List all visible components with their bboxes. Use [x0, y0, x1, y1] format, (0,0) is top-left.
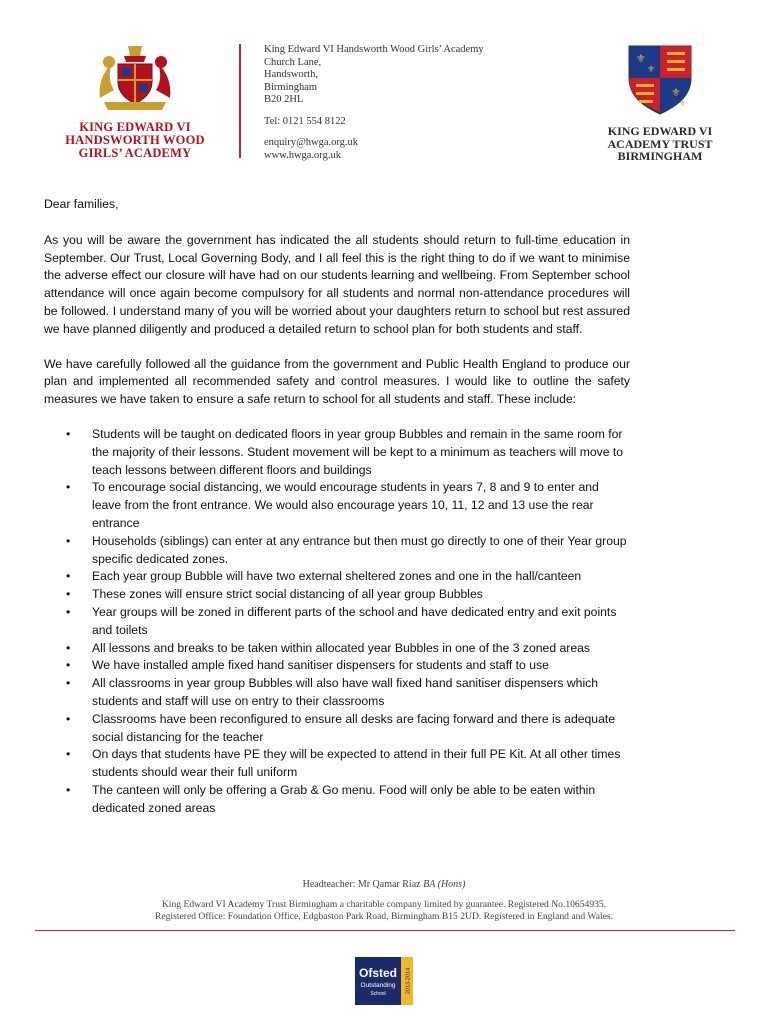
bullet-icon: • — [66, 533, 71, 548]
bullet-icon: • — [66, 711, 71, 726]
list-item-text: We have installed ample fixed hand sanitiser dispensers for students and staff to use — [92, 658, 549, 673]
ofsted-outstanding-badge — [355, 957, 413, 1005]
bullet-icon: • — [66, 782, 71, 797]
address-line: Birmingham — [264, 81, 318, 93]
list-item — [44, 782, 630, 818]
letter-body — [44, 196, 630, 818]
list-item — [44, 479, 630, 532]
trust-name-line: ACADEMY TRUST — [607, 136, 713, 151]
paragraph-1: As you will be aware the government has indicated the all students should return to full-time education in September. Our Trust, Local Governing Body, and I all feel this is the right thing to do if we want to minimise the adverse effect our closure will have had on our students learning and wellbeing. From September school attendance will once again become compulsory for all students and normal non-attendance procedures will be followed. I understand many of you will be worried about your daughters return to school but rest assured we have planned diligently and produced a detailed return to school plan for both students and staff. — [44, 232, 630, 336]
list-item — [44, 711, 630, 747]
school-logo — [60, 40, 210, 160]
trust-name — [585, 125, 735, 163]
footer-divider — [35, 930, 735, 931]
bullet-icon: • — [66, 676, 71, 691]
bullet-icon: • — [66, 587, 71, 602]
list-item — [44, 568, 630, 586]
trust-shield-icon — [623, 42, 697, 116]
list-item-text: All classrooms in year group Bubbles will also have wall fixed hand sanitiser dispensers which students and staff will use on entry to their classrooms — [92, 676, 599, 708]
list-item-text: On days that students have PE they will be expected to attend in their full PE Kit. At all other times students should wear their full uniform — [92, 747, 621, 780]
address-line: Church Lane, — [264, 56, 322, 68]
address-line: B20 2HL — [264, 94, 304, 105]
ofsted-years: 2013-2014 — [405, 967, 412, 995]
bullet-icon: • — [66, 569, 71, 584]
list-item — [44, 426, 630, 479]
list-item-text: Households (siblings) can enter at any entrance but then must go directly to one of their Year group specific dedicated zones. — [92, 533, 627, 566]
list-item-text: Students will be taught on dedicated floors in year group Bubbles and remain in the same room for the majority of their lessons. Student movement will be kept to a minimum as teachers will move to teach lessons between different floors and buildings — [92, 426, 624, 477]
school-name — [60, 121, 210, 160]
coat-of-arms-icon — [94, 40, 176, 112]
ofsted-title: Ofsted — [358, 966, 398, 980]
school-name-line: GIRLS’ ACADEMY — [78, 146, 192, 160]
list-item-text: Classrooms have been reconfigured to ensure all desks are facing forward and there is adequate social distancing for the teacher — [92, 711, 616, 744]
school-name-line: KING EDWARD VI — [79, 120, 191, 134]
list-item-text: The canteen will only be offering a Grab & Go menu. Food will only be able to be eaten within dedicated zoned areas — [92, 782, 596, 815]
salutation: Dear families, — [44, 197, 119, 211]
legal-line: Registered Office: Foundation Office, Edgbaston Park Road, Birmingham B15 2UD. Registered in England and Wales. — [154, 911, 614, 922]
bullet-icon: • — [66, 480, 71, 495]
ofsted-small: School — [370, 991, 386, 997]
list-item — [44, 640, 630, 658]
list-item-text: To encourage social distancing, we would encourage students in years 7, 8 and 9 to enter and leave from the front entrance. We would also encourage years 10, 11, 12 and 13 use the rear entrance — [92, 480, 599, 530]
headteacher-qualification: BA (Hons) — [423, 879, 466, 890]
email-link[interactable]: enquiry@hwga.org.uk — [264, 137, 359, 148]
legal-line: King Edward VI Academy Trust Birmingham a charitable company limited by guarantee. Registered No.10654935. — [161, 899, 607, 910]
legal-notice — [0, 899, 768, 923]
list-item-text: Each year group Bubble will have two external sheltered zones and one in the hall/canteen — [92, 569, 582, 584]
trust-logo — [585, 42, 735, 163]
address-line: Handsworth, — [264, 69, 318, 80]
bullet-icon: • — [66, 604, 71, 619]
list-item — [44, 604, 630, 640]
paragraph-2: We have carefully followed all the guidance from the government and Public Health England to produce our plan and implemented all recommended safety and control measures. I would like to outline the safety measures we have taken to ensure a safe return to school for all students and staff. These include: — [44, 356, 630, 407]
headteacher-line — [0, 879, 768, 890]
svg-text:⚜: ⚜ — [671, 87, 681, 99]
telephone: Tel: 0121 554 8122 — [264, 115, 346, 127]
bullet-icon: • — [66, 658, 71, 673]
website-link[interactable]: www.hwga.org.uk — [264, 149, 341, 161]
ofsted-subtitle: Outstanding — [360, 982, 396, 989]
trust-name-line: BIRMINGHAM — [617, 149, 703, 163]
list-item-text: These zones will ensure strict social distancing of all year group Bubbles — [92, 587, 483, 602]
list-item — [44, 746, 630, 782]
safety-measures-list — [44, 426, 630, 818]
list-item — [44, 657, 630, 675]
list-item — [44, 586, 630, 604]
bullet-icon: • — [66, 426, 71, 441]
svg-text:⚜: ⚜ — [647, 64, 656, 74]
trust-name-line: KING EDWARD VI — [607, 124, 713, 138]
svg-text:⚜: ⚜ — [636, 53, 646, 65]
list-item — [44, 533, 630, 569]
address-line: King Edward VI Handsworth Wood Girls’ Academy — [264, 44, 484, 55]
school-name-line: HANDSWORTH WOOD — [65, 133, 205, 147]
list-item-text: Year groups will be zoned in different parts of the school and have dedicated entry and exit points and toilets — [92, 604, 617, 637]
ofsted-badge-background — [355, 957, 401, 1005]
list-item-text: All lessons and breaks to be taken within allocated year Bubbles in one of the 3 zoned areas — [92, 640, 590, 655]
bullet-icon: • — [66, 640, 71, 655]
header-divider — [239, 44, 241, 158]
bullet-icon: • — [66, 747, 71, 762]
address-block — [264, 44, 484, 162]
list-item — [44, 675, 630, 711]
svg-text:⚜: ⚜ — [679, 99, 687, 108]
headteacher-name: Headteacher: Mr Qamar Riaz — [302, 879, 421, 890]
